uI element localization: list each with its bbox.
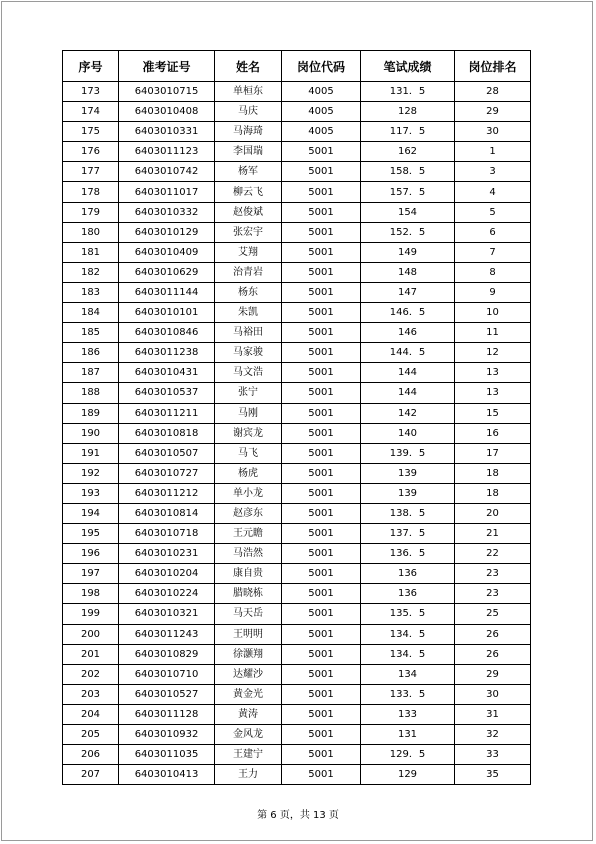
cell-ticket-number: 6403010431 xyxy=(119,363,215,383)
cell-position-rank: 21 xyxy=(455,524,531,544)
cell-seq: 201 xyxy=(63,644,119,664)
cell-ticket-number: 6403010814 xyxy=(119,503,215,523)
cell-seq: 178 xyxy=(63,182,119,202)
table-body xyxy=(63,82,531,785)
cell-ticket-number: 6403010629 xyxy=(119,262,215,282)
cell-position-code: 4005 xyxy=(282,102,361,122)
cell-written-score: 136 xyxy=(361,564,455,584)
cell-ticket-number: 6403010727 xyxy=(119,463,215,483)
cell-position-code: 5001 xyxy=(282,604,361,624)
table-row xyxy=(63,704,531,724)
cell-position-code: 5001 xyxy=(282,142,361,162)
cell-name: 马家骏 xyxy=(215,343,282,363)
cell-name: 康自贵 xyxy=(215,564,282,584)
cell-position-rank: 16 xyxy=(455,423,531,443)
cell-position-rank: 29 xyxy=(455,102,531,122)
table-row xyxy=(63,463,531,483)
cell-position-rank: 30 xyxy=(455,122,531,142)
table-row xyxy=(63,303,531,323)
cell-written-score: 148 xyxy=(361,262,455,282)
table-row xyxy=(63,684,531,704)
cell-written-score: 152．5 xyxy=(361,222,455,242)
cell-ticket-number: 6403010537 xyxy=(119,383,215,403)
table-row xyxy=(63,142,531,162)
cell-position-rank: 9 xyxy=(455,282,531,302)
table-row xyxy=(63,242,531,262)
cell-position-code: 5001 xyxy=(282,483,361,503)
cell-ticket-number: 6403011243 xyxy=(119,624,215,644)
cell-position-code: 5001 xyxy=(282,162,361,182)
cell-name: 单桓东 xyxy=(215,82,282,102)
cell-written-score: 138．5 xyxy=(361,503,455,523)
cell-position-code: 5001 xyxy=(282,765,361,785)
cell-position-rank: 4 xyxy=(455,182,531,202)
cell-position-rank: 20 xyxy=(455,503,531,523)
cell-ticket-number: 6403010321 xyxy=(119,604,215,624)
cell-seq: 202 xyxy=(63,664,119,684)
cell-position-code: 5001 xyxy=(282,443,361,463)
cell-position-code: 5001 xyxy=(282,544,361,564)
cell-position-code: 5001 xyxy=(282,524,361,544)
cell-name: 单小龙 xyxy=(215,483,282,503)
cell-name: 马海琦 xyxy=(215,122,282,142)
cell-ticket-number: 6403010204 xyxy=(119,564,215,584)
page-number: 第 6 页，共 13 页 xyxy=(257,810,339,821)
cell-name: 王力 xyxy=(215,765,282,785)
cell-position-code: 5001 xyxy=(282,704,361,724)
cell-position-rank: 32 xyxy=(455,725,531,745)
cell-ticket-number: 6403011144 xyxy=(119,282,215,302)
cell-name: 杨虎 xyxy=(215,463,282,483)
cell-seq: 199 xyxy=(63,604,119,624)
cell-position-rank: 26 xyxy=(455,644,531,664)
cell-ticket-number: 6403011017 xyxy=(119,182,215,202)
cell-position-rank: 30 xyxy=(455,684,531,704)
cell-position-rank: 31 xyxy=(455,704,531,724)
table-row xyxy=(63,182,531,202)
cell-position-rank: 12 xyxy=(455,343,531,363)
cell-seq: 200 xyxy=(63,624,119,644)
cell-ticket-number: 6403010231 xyxy=(119,544,215,564)
cell-position-rank: 3 xyxy=(455,162,531,182)
cell-position-rank: 11 xyxy=(455,323,531,343)
cell-seq: 180 xyxy=(63,222,119,242)
table-row xyxy=(63,443,531,463)
cell-position-code: 5001 xyxy=(282,242,361,262)
cell-written-score: 139．5 xyxy=(361,443,455,463)
table-row xyxy=(63,222,531,242)
table-row xyxy=(63,282,531,302)
cell-written-score: 162 xyxy=(361,142,455,162)
table-row xyxy=(63,584,531,604)
cell-written-score: 139 xyxy=(361,463,455,483)
cell-name: 黄金光 xyxy=(215,684,282,704)
table-header-row xyxy=(63,51,531,82)
cell-written-score: 147 xyxy=(361,282,455,302)
cell-position-code: 5001 xyxy=(282,423,361,443)
cell-seq: 196 xyxy=(63,544,119,564)
cell-name: 艾翔 xyxy=(215,242,282,262)
cell-ticket-number: 6403010829 xyxy=(119,644,215,664)
cell-position-code: 5001 xyxy=(282,323,361,343)
cell-name: 徐灏翔 xyxy=(215,644,282,664)
table-row xyxy=(63,765,531,785)
cell-name: 马天岳 xyxy=(215,604,282,624)
cell-written-score: 129．5 xyxy=(361,745,455,765)
cell-ticket-number: 6403010409 xyxy=(119,242,215,262)
cell-ticket-number: 6403010846 xyxy=(119,323,215,343)
cell-position-code: 5001 xyxy=(282,182,361,202)
cell-position-code: 5001 xyxy=(282,584,361,604)
cell-position-rank: 18 xyxy=(455,483,531,503)
table-row xyxy=(63,745,531,765)
cell-seq: 177 xyxy=(63,162,119,182)
table-row xyxy=(63,624,531,644)
cell-written-score: 146．5 xyxy=(361,303,455,323)
cell-written-score: 149 xyxy=(361,242,455,262)
cell-position-code: 5001 xyxy=(282,363,361,383)
cell-position-rank: 7 xyxy=(455,242,531,262)
cell-seq: 183 xyxy=(63,282,119,302)
cell-ticket-number: 6403010527 xyxy=(119,684,215,704)
cell-written-score: 139 xyxy=(361,483,455,503)
cell-seq: 182 xyxy=(63,262,119,282)
cell-written-score: 146 xyxy=(361,323,455,343)
cell-position-rank: 1 xyxy=(455,142,531,162)
cell-position-code: 5001 xyxy=(282,664,361,684)
cell-name: 杨军 xyxy=(215,162,282,182)
cell-written-score: 136．5 xyxy=(361,544,455,564)
table-row xyxy=(63,323,531,343)
cell-name: 马文浩 xyxy=(215,363,282,383)
cell-name: 马刚 xyxy=(215,403,282,423)
cell-seq: 186 xyxy=(63,343,119,363)
cell-seq: 204 xyxy=(63,704,119,724)
cell-ticket-number: 6403010129 xyxy=(119,222,215,242)
cell-ticket-number: 6403010332 xyxy=(119,202,215,222)
cell-name: 金风龙 xyxy=(215,725,282,745)
cell-seq: 176 xyxy=(63,142,119,162)
cell-written-score: 133 xyxy=(361,704,455,724)
cell-seq: 191 xyxy=(63,443,119,463)
cell-ticket-number: 6403011128 xyxy=(119,704,215,724)
cell-position-code: 5001 xyxy=(282,463,361,483)
table-row xyxy=(63,122,531,142)
cell-name: 张宏宇 xyxy=(215,222,282,242)
cell-seq: 175 xyxy=(63,122,119,142)
cell-position-rank: 29 xyxy=(455,664,531,684)
cell-written-score: 129 xyxy=(361,765,455,785)
cell-seq: 203 xyxy=(63,684,119,704)
cell-ticket-number: 6403010413 xyxy=(119,765,215,785)
cell-written-score: 136 xyxy=(361,584,455,604)
cell-seq: 187 xyxy=(63,363,119,383)
cell-written-score: 158．5 xyxy=(361,162,455,182)
cell-written-score: 128 xyxy=(361,102,455,122)
cell-ticket-number: 6403011123 xyxy=(119,142,215,162)
cell-position-code: 5001 xyxy=(282,684,361,704)
cell-position-rank: 26 xyxy=(455,624,531,644)
cell-position-rank: 23 xyxy=(455,564,531,584)
cell-seq: 206 xyxy=(63,745,119,765)
cell-ticket-number: 6403010408 xyxy=(119,102,215,122)
header-ticket-number: 准考证号 xyxy=(119,51,215,82)
cell-written-score: 144．5 xyxy=(361,343,455,363)
cell-name: 马浩然 xyxy=(215,544,282,564)
table-row xyxy=(63,363,531,383)
table-row xyxy=(63,664,531,684)
cell-written-score: 131．5 xyxy=(361,82,455,102)
cell-position-code: 5001 xyxy=(282,503,361,523)
table-row xyxy=(63,423,531,443)
cell-position-rank: 33 xyxy=(455,745,531,765)
cell-position-rank: 23 xyxy=(455,584,531,604)
cell-ticket-number: 6403011238 xyxy=(119,343,215,363)
header-position-code: 岗位代码 xyxy=(282,51,361,82)
cell-position-rank: 22 xyxy=(455,544,531,564)
table-row xyxy=(63,524,531,544)
cell-position-code: 5001 xyxy=(282,725,361,745)
cell-name: 赵俊斌 xyxy=(215,202,282,222)
cell-ticket-number: 6403011211 xyxy=(119,403,215,423)
cell-position-rank: 10 xyxy=(455,303,531,323)
cell-seq: 185 xyxy=(63,323,119,343)
cell-name: 朱凯 xyxy=(215,303,282,323)
cell-name: 马飞 xyxy=(215,443,282,463)
cell-seq: 197 xyxy=(63,564,119,584)
cell-seq: 192 xyxy=(63,463,119,483)
table-row xyxy=(63,82,531,102)
cell-position-rank: 18 xyxy=(455,463,531,483)
cell-position-code: 5001 xyxy=(282,222,361,242)
cell-position-rank: 13 xyxy=(455,383,531,403)
cell-name: 李国瑞 xyxy=(215,142,282,162)
table-row xyxy=(63,102,531,122)
cell-ticket-number: 6403010224 xyxy=(119,584,215,604)
table-row xyxy=(63,403,531,423)
cell-name: 马裕田 xyxy=(215,323,282,343)
cell-name: 杨东 xyxy=(215,282,282,302)
cell-written-score: 134 xyxy=(361,664,455,684)
cell-ticket-number: 6403011035 xyxy=(119,745,215,765)
cell-ticket-number: 6403010715 xyxy=(119,82,215,102)
table-row xyxy=(63,544,531,564)
cell-written-score: 154 xyxy=(361,202,455,222)
cell-ticket-number: 6403010932 xyxy=(119,725,215,745)
cell-seq: 190 xyxy=(63,423,119,443)
cell-written-score: 117．5 xyxy=(361,122,455,142)
cell-seq: 194 xyxy=(63,503,119,523)
table-row xyxy=(63,644,531,664)
cell-position-code: 5001 xyxy=(282,282,361,302)
cell-seq: 181 xyxy=(63,242,119,262)
cell-written-score: 134．5 xyxy=(361,644,455,664)
cell-position-rank: 5 xyxy=(455,202,531,222)
cell-position-code: 5001 xyxy=(282,383,361,403)
table-row xyxy=(63,725,531,745)
table-row xyxy=(63,262,531,282)
cell-seq: 207 xyxy=(63,765,119,785)
cell-ticket-number: 6403010507 xyxy=(119,443,215,463)
cell-name: 达耀沙 xyxy=(215,664,282,684)
cell-written-score: 133．5 xyxy=(361,684,455,704)
cell-position-rank: 17 xyxy=(455,443,531,463)
cell-position-code: 5001 xyxy=(282,624,361,644)
cell-position-rank: 25 xyxy=(455,604,531,624)
cell-written-score: 157．5 xyxy=(361,182,455,202)
cell-position-code: 5001 xyxy=(282,303,361,323)
cell-position-code: 5001 xyxy=(282,564,361,584)
score-table xyxy=(62,50,531,785)
cell-position-code: 5001 xyxy=(282,644,361,664)
table-row xyxy=(63,604,531,624)
cell-ticket-number: 6403010101 xyxy=(119,303,215,323)
table-row xyxy=(63,202,531,222)
table-row xyxy=(63,383,531,403)
cell-name: 黄涛 xyxy=(215,704,282,724)
cell-ticket-number: 6403010331 xyxy=(119,122,215,142)
cell-name: 谢宾龙 xyxy=(215,423,282,443)
table-row xyxy=(63,483,531,503)
cell-position-code: 4005 xyxy=(282,82,361,102)
cell-position-code: 5001 xyxy=(282,202,361,222)
cell-ticket-number: 6403010710 xyxy=(119,664,215,684)
cell-written-score: 142 xyxy=(361,403,455,423)
cell-written-score: 131 xyxy=(361,725,455,745)
cell-ticket-number: 6403011212 xyxy=(119,483,215,503)
cell-written-score: 137．5 xyxy=(361,524,455,544)
cell-position-code: 5001 xyxy=(282,343,361,363)
cell-seq: 198 xyxy=(63,584,119,604)
cell-name: 赵彦东 xyxy=(215,503,282,523)
cell-position-code: 5001 xyxy=(282,745,361,765)
table-row xyxy=(63,162,531,182)
header-name: 姓名 xyxy=(215,51,282,82)
cell-position-rank: 13 xyxy=(455,363,531,383)
cell-seq: 184 xyxy=(63,303,119,323)
table-row xyxy=(63,343,531,363)
cell-ticket-number: 6403010818 xyxy=(119,423,215,443)
header-written-score: 笔试成绩 xyxy=(361,51,455,82)
cell-seq: 173 xyxy=(63,82,119,102)
cell-written-score: 144 xyxy=(361,383,455,403)
header-position-rank: 岗位排名 xyxy=(455,51,531,82)
cell-name: 张宁 xyxy=(215,383,282,403)
cell-written-score: 135．5 xyxy=(361,604,455,624)
table-row xyxy=(63,503,531,523)
cell-name: 王明明 xyxy=(215,624,282,644)
cell-written-score: 140 xyxy=(361,423,455,443)
cell-seq: 179 xyxy=(63,202,119,222)
cell-seq: 188 xyxy=(63,383,119,403)
cell-ticket-number: 6403010718 xyxy=(119,524,215,544)
cell-seq: 174 xyxy=(63,102,119,122)
cell-name: 治青岩 xyxy=(215,262,282,282)
cell-written-score: 134．5 xyxy=(361,624,455,644)
cell-name: 马庆 xyxy=(215,102,282,122)
cell-position-rank: 35 xyxy=(455,765,531,785)
header-seq: 序号 xyxy=(63,51,119,82)
cell-position-rank: 15 xyxy=(455,403,531,423)
cell-name: 腊晓栋 xyxy=(215,584,282,604)
cell-seq: 189 xyxy=(63,403,119,423)
cell-position-rank: 8 xyxy=(455,262,531,282)
cell-position-code: 5001 xyxy=(282,262,361,282)
cell-written-score: 144 xyxy=(361,363,455,383)
cell-position-rank: 6 xyxy=(455,222,531,242)
cell-name: 柳云飞 xyxy=(215,182,282,202)
cell-position-code: 5001 xyxy=(282,403,361,423)
cell-position-code: 4005 xyxy=(282,122,361,142)
cell-position-rank: 28 xyxy=(455,82,531,102)
cell-name: 王建宁 xyxy=(215,745,282,765)
cell-seq: 195 xyxy=(63,524,119,544)
cell-seq: 205 xyxy=(63,725,119,745)
cell-seq: 193 xyxy=(63,483,119,503)
table-row xyxy=(63,564,531,584)
cell-ticket-number: 6403010742 xyxy=(119,162,215,182)
cell-name: 王元瞻 xyxy=(215,524,282,544)
